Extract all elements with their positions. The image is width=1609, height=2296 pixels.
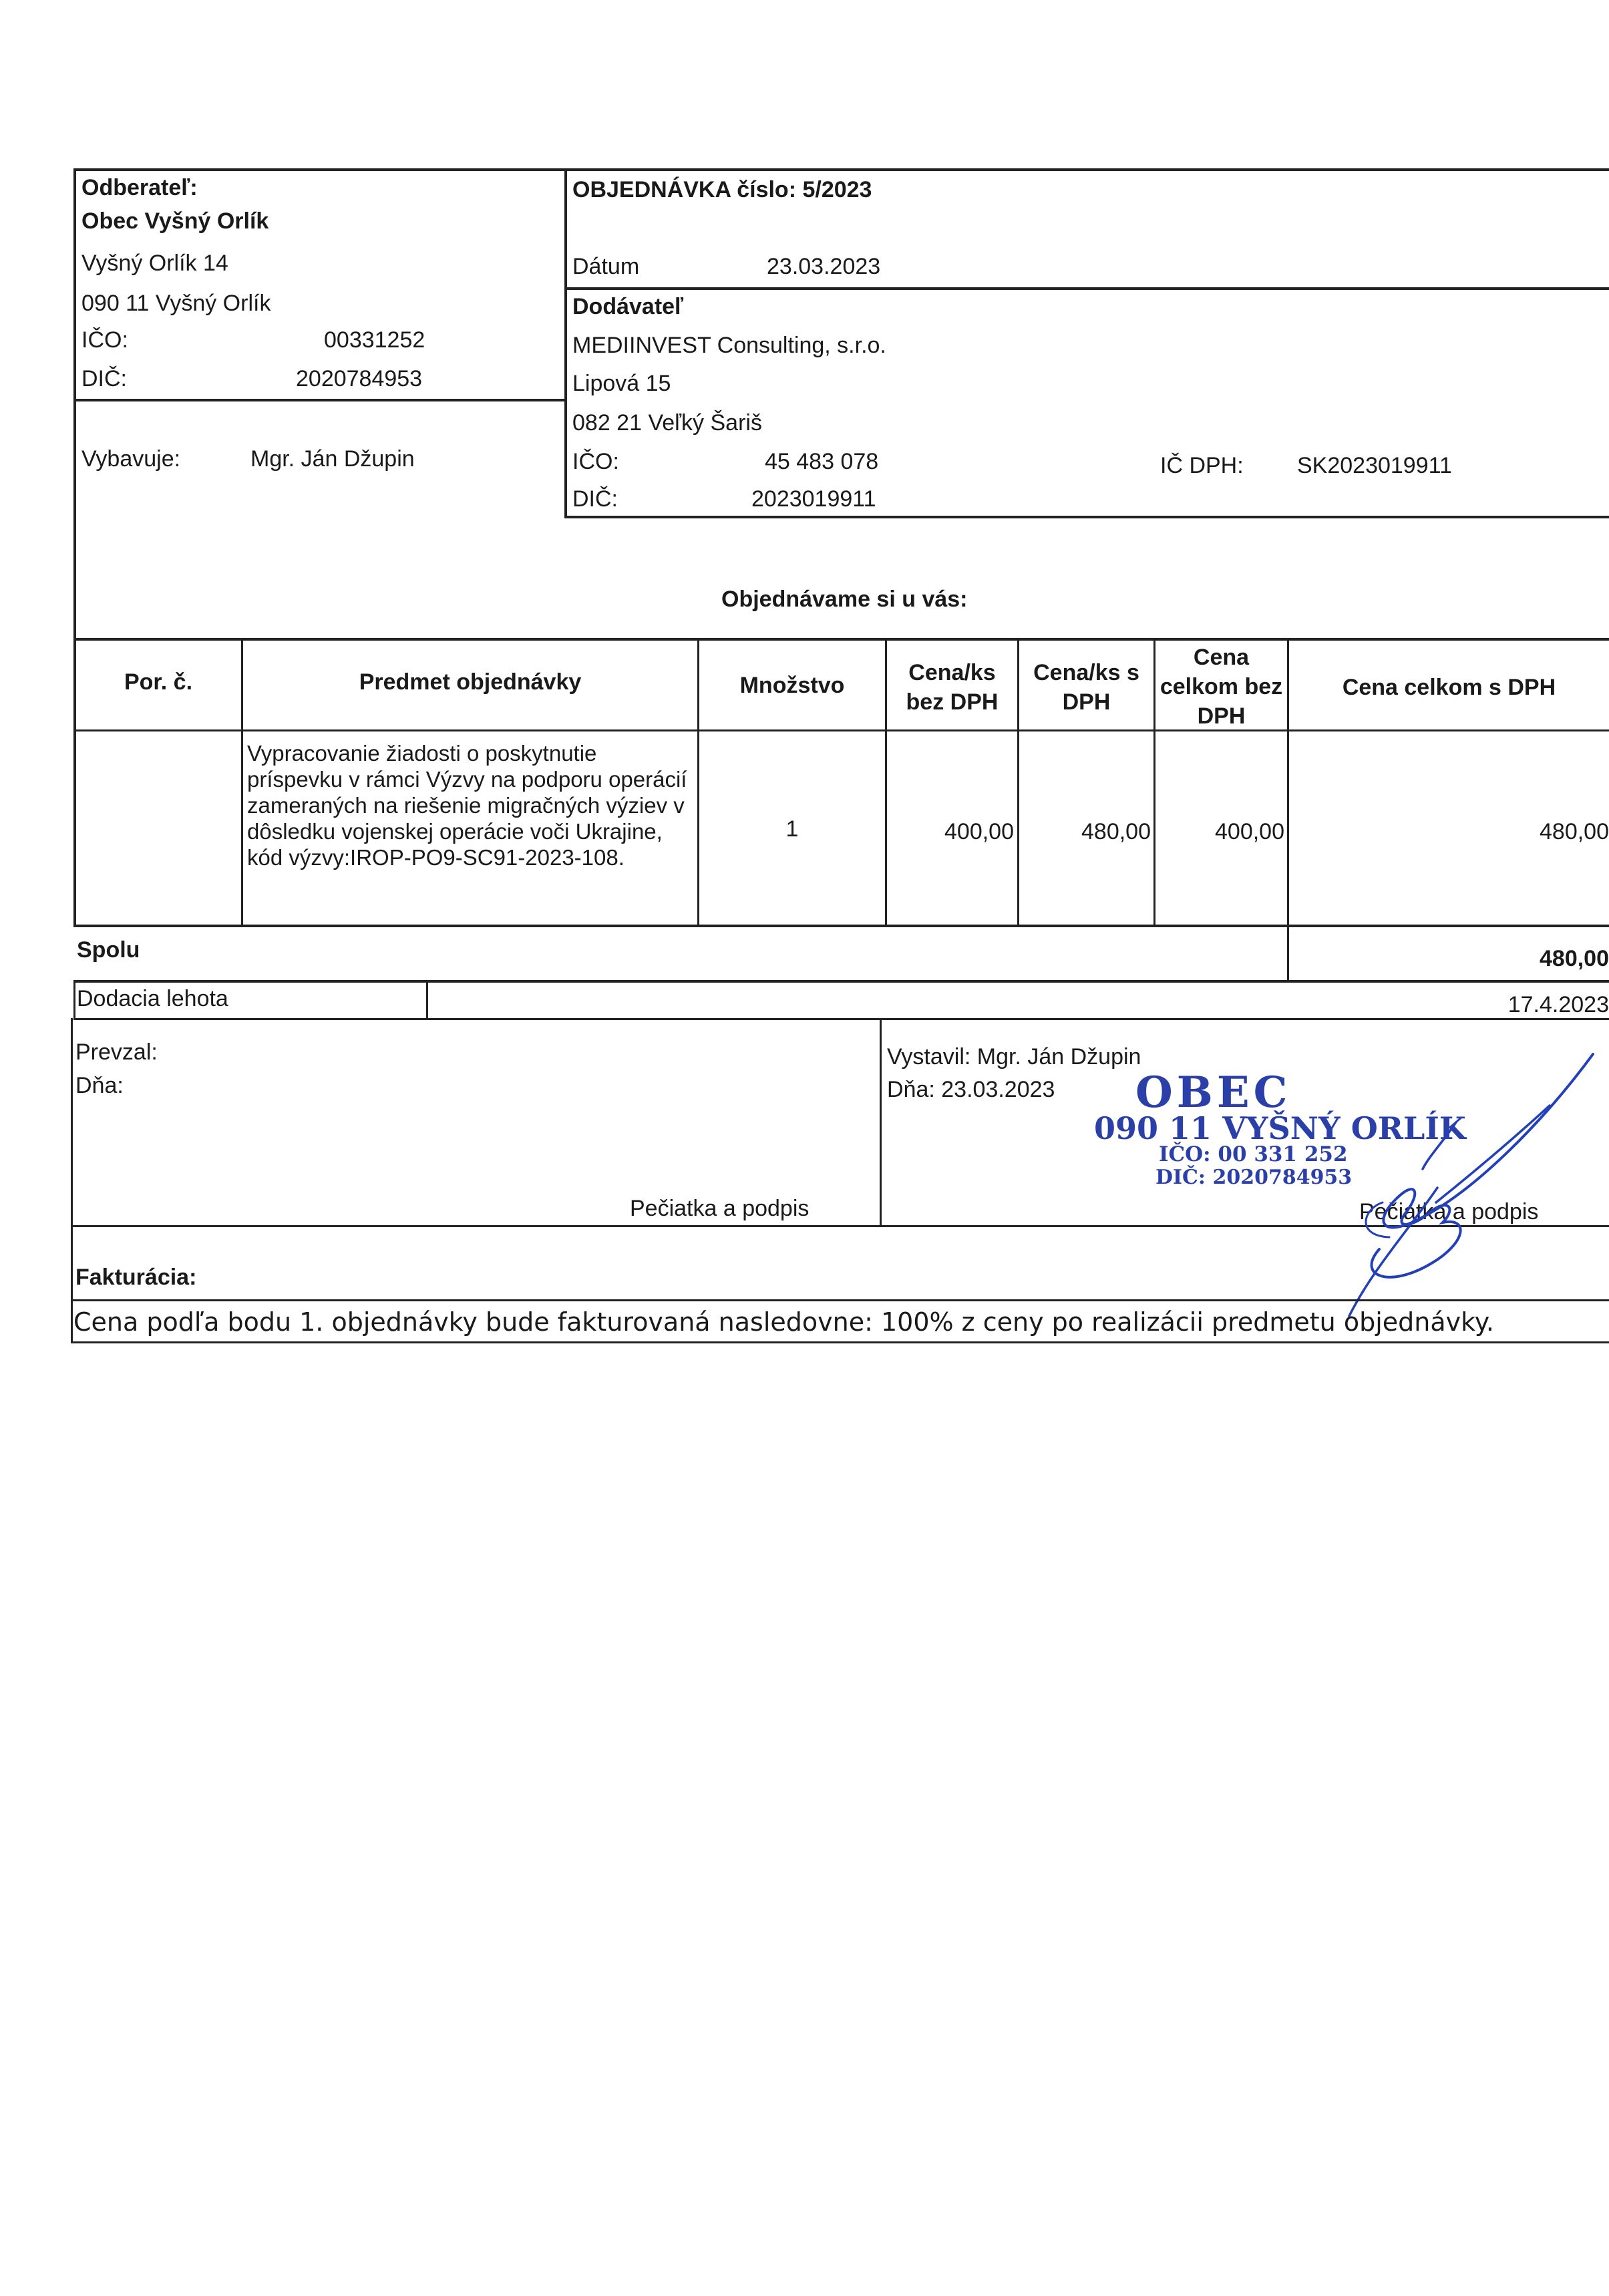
stamp-line-4: DIČ: 2020784953 [1155, 1166, 1353, 1189]
delivery-left-line [73, 980, 75, 1020]
customer-ico-label: IČO: [81, 327, 128, 353]
customer-dic-value: 2020784953 [296, 366, 423, 391]
order-date-label: Dátum [572, 254, 640, 279]
customer-name: Obec Vyšný Orlík [81, 208, 269, 234]
billing-label: Fakturácia: [75, 1265, 197, 1290]
stamp-line-1: OBEC [1135, 1068, 1292, 1118]
customer-box-bottom-line [73, 399, 566, 401]
row-total-net: 400,00 [1215, 819, 1284, 844]
row-subject: Vypracovanie žiadosti o poskytnutie príspevku v rámci Výzvy na podporu operácií zameraných na riešenie migračných výziev v dôsledku vojenskej operácie voči Ukrajine, kód výzvy:IROP-PO9-SC91-2023-108. [247, 741, 687, 870]
header-total-net: Cena celkom bez DPH [1159, 645, 1283, 729]
supplier-street: Lipová 15 [572, 371, 671, 396]
header-total-gross: Cena celkom s DPH [1342, 675, 1556, 700]
stamp-line-2: 090 11 VYŠNÝ ORLÍK [1094, 1110, 1466, 1146]
billing-text: Cena podľa bodu 1. objednávky bude fakturovaná nasledovne: 100% z ceny po realizácii predmetu objednávky. [73, 1307, 1494, 1337]
handler-label: Vybavuje: [81, 446, 181, 472]
supplier-ico-value: 45 483 078 [765, 449, 879, 474]
billing-left-line [71, 1225, 73, 1343]
order-box-bottom-line [564, 287, 1609, 290]
delivery-label: Dodacia lehota [77, 986, 228, 1011]
header-unit-gross: Cena/ks s DPH [1033, 660, 1139, 715]
order-intro: Objednávame si u vás: [721, 587, 968, 612]
customer-city: 090 11 Vyšný Orlík [81, 291, 271, 316]
supplier-city: 082 21 Veľký Šariš [572, 410, 762, 436]
supplier-label: Dodávateľ [572, 294, 684, 319]
row-unit-net: 400,00 [944, 819, 1014, 844]
handler-value: Mgr. Ján Džupin [250, 446, 415, 472]
header-num: Por. č. [124, 669, 193, 695]
supplier-dic-value: 2023019911 [751, 486, 876, 512]
delivery-value: 17.4.2023 [1507, 992, 1609, 1017]
received-by-label: Prevzal: [75, 1039, 158, 1065]
customer-label: Odberateľ: [81, 175, 198, 200]
customer-street: Vyšný Orlík 14 [81, 251, 228, 276]
received-stamp-label: Pečiatka a podpis [630, 1196, 810, 1221]
supplier-icdph-label: IČ DPH: [1160, 453, 1244, 478]
row-unit-gross: 480,00 [1081, 819, 1151, 844]
supplier-ico-label: IČO: [572, 449, 619, 474]
supplier-dic-label: DIČ: [572, 486, 618, 512]
issued-day: Dňa: 23.03.2023 [887, 1077, 1055, 1102]
total-value: 480,00 [1540, 946, 1609, 971]
frame-left-line [73, 168, 76, 641]
received-day-label: Dňa: [75, 1073, 124, 1098]
header-qty: Množstvo [739, 673, 845, 698]
header-unit-net: Cena/ks bez DPH [906, 660, 999, 715]
stamp-line-3: IČO: 00 331 252 [1159, 1142, 1348, 1166]
customer-dic-label: DIČ: [81, 366, 127, 391]
issued-by: Vystavil: Mgr. Ján Džupin [887, 1044, 1141, 1070]
table-row-bottom-line [73, 925, 1609, 927]
supplier-name: MEDIINVEST Consulting, s.r.o. [572, 333, 886, 358]
delivery-bottom-line [73, 1018, 1609, 1020]
sign-divider-line [880, 1018, 882, 1226]
order-title: OBJEDNÁVKA číslo: 5/2023 [572, 177, 872, 202]
total-label: Spolu [77, 937, 140, 963]
signature [1256, 1042, 1603, 1323]
billing-divider-line [71, 1299, 1609, 1301]
row-qty: 1 [785, 816, 799, 842]
supplier-box-bottom-line [564, 516, 1609, 518]
order-date-value: 23.03.2023 [767, 254, 881, 279]
customer-ico-value: 00331252 [324, 327, 425, 353]
issued-stamp-label: Pečiatka a podpis [1359, 1199, 1539, 1224]
billing-bottom-line [71, 1341, 1609, 1343]
header-subject: Predmet objednávky [359, 669, 582, 695]
table-top-line [73, 638, 1609, 641]
column-divider-line [564, 168, 567, 516]
supplier-icdph-value: SK2023019911 [1297, 453, 1452, 478]
frame-top-line [73, 168, 1609, 171]
table-header-bottom-line [73, 729, 1609, 731]
delivery-divider-line [426, 980, 428, 1020]
row-total-gross: 480,00 [1540, 819, 1609, 844]
total-row-bottom-line [73, 980, 1609, 983]
